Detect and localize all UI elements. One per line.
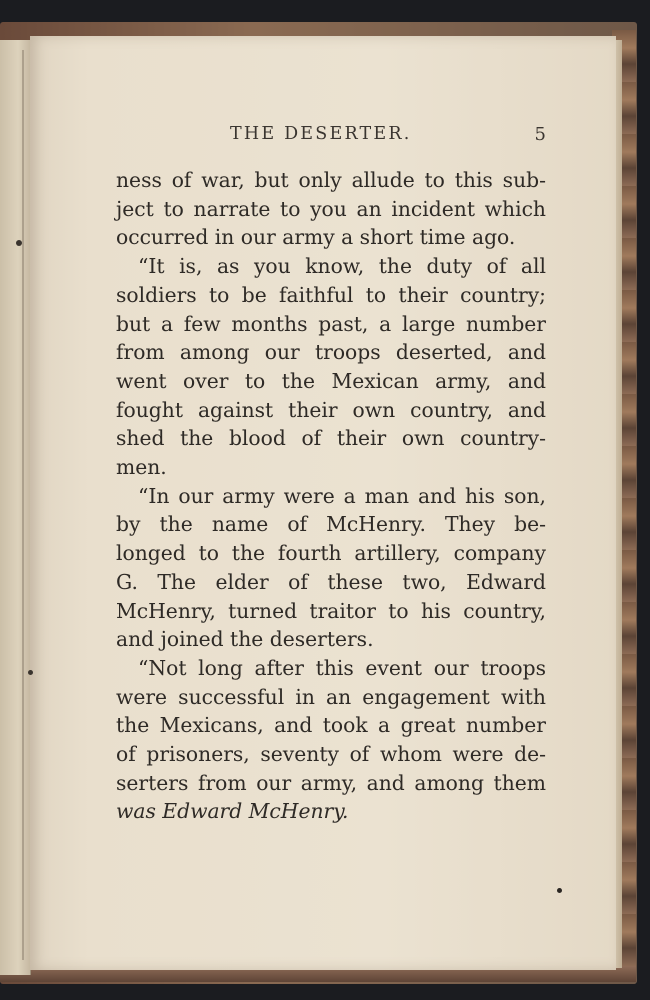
gutter (22, 50, 24, 960)
ink-speck (557, 888, 562, 893)
text-line: “It is, as you know, the duty of all (138, 254, 546, 279)
running-head: THE DESERTER. (230, 124, 412, 144)
text-line: “In our army were a man and his son, (138, 483, 546, 508)
text-line: went over to the Mexican army, and (116, 368, 546, 393)
text-line: by the name of McHenry. They be- (116, 512, 546, 537)
text-line: of prisoners, seventy of whom were de- (116, 742, 546, 767)
text-line: “Not long after this event our troops (138, 655, 546, 680)
binding-thread-mark (16, 240, 22, 246)
text-line: men. (116, 455, 167, 480)
previous-page-edge (0, 40, 31, 975)
text-line: shed the blood of their own country- (116, 426, 546, 451)
text-line: serters from our army, and among them (116, 770, 546, 795)
text-line: but a few months past, a large number (116, 311, 546, 336)
page-number: 5 (534, 124, 546, 145)
text-line: was Edward McHenry. (116, 799, 349, 824)
text-line: from among our troops deserted, and (116, 340, 546, 365)
text-line: occurred in our army a short time ago. (116, 225, 516, 250)
page-header (116, 124, 546, 150)
text-line: were successful in an engagement with (116, 684, 546, 709)
page-body (116, 166, 546, 826)
text-line: ness of war, but only allude to this sub- (116, 168, 546, 192)
text-line: and joined the deserters. (116, 627, 374, 652)
binding-thread-mark (28, 670, 33, 675)
text-line: longed to the fourth artillery, company (116, 541, 546, 566)
text-line: the Mexicans, and took a great number (116, 713, 546, 738)
text-line: ject to narrate to you an incident which (116, 196, 546, 221)
text-line: fought against their own country, and (116, 397, 546, 422)
text-line: McHenry, turned traitor to his country, (116, 598, 546, 623)
text-line: soldiers to be faithful to their country; (116, 282, 546, 307)
text-line: G. The elder of these two, Edward (116, 569, 546, 594)
